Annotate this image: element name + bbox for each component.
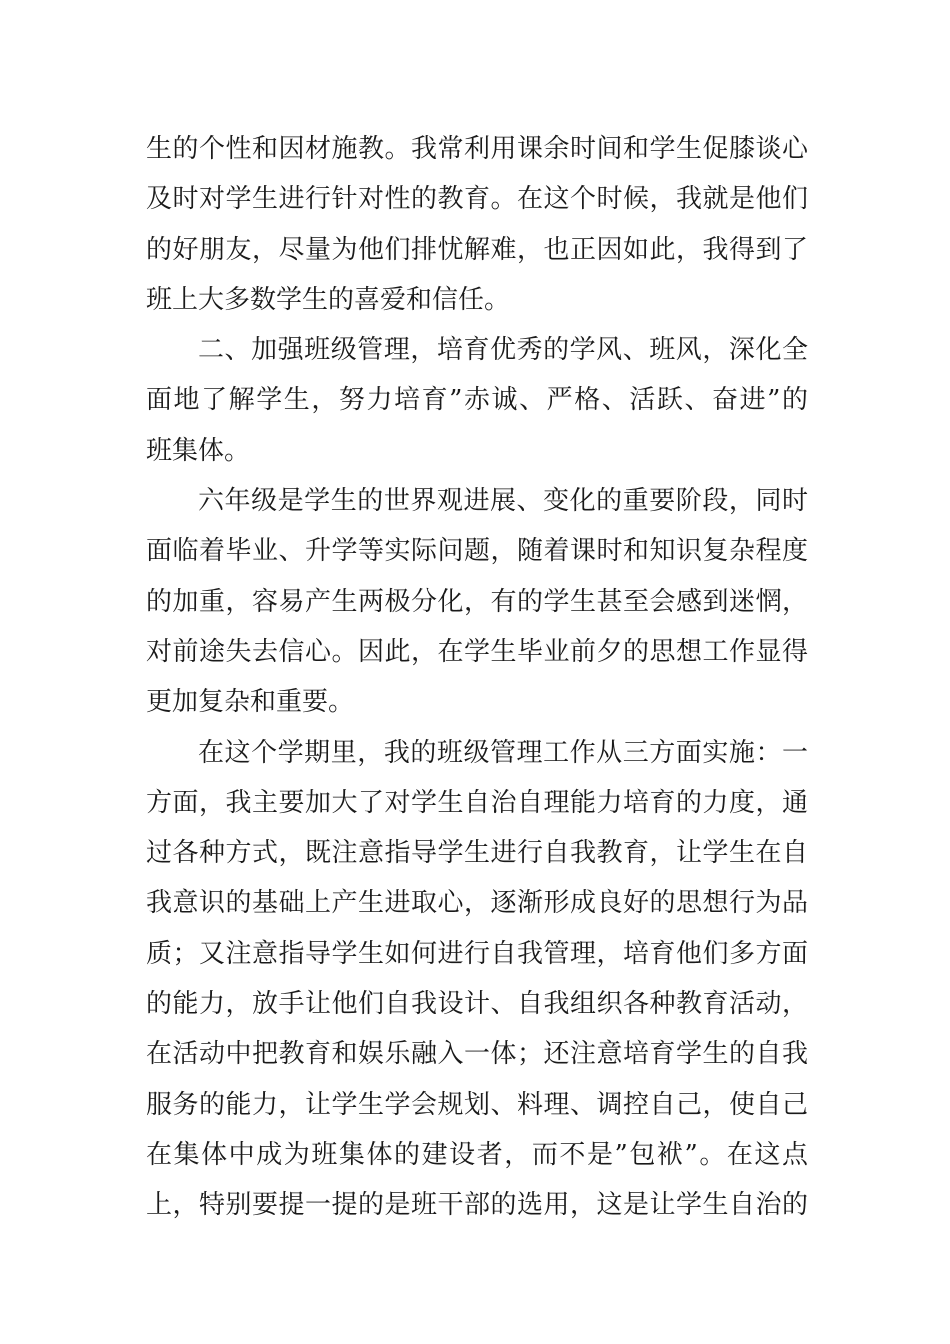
text-line: 在集体中成为班集体的建设者，而不是”包袱”。在这点 bbox=[146, 1139, 808, 1170]
text-line: 的好朋友，尽量为他们排忧解难，也正因如此，我得到了 bbox=[146, 234, 808, 265]
text-line: 及时对学生进行针对性的教育。在这个时候，我就是他们 bbox=[146, 184, 808, 215]
text-line: 的加重，容易产生两极分化，有的学生甚至会感到迷惘， bbox=[146, 586, 808, 617]
text-line: 二、加强班级管理，培育优秀的学风、班风，深化全 bbox=[198, 335, 808, 366]
paragraph-4 bbox=[146, 728, 808, 1231]
paragraph-1 bbox=[146, 124, 808, 325]
text-line: 在活动中把教育和娱乐融入一体；还注意培育学生的自我 bbox=[146, 1039, 808, 1070]
document-body bbox=[146, 124, 808, 1231]
text-line: 服务的能力，让学生学会规划、料理、调控自己，使自己 bbox=[146, 1089, 808, 1120]
paragraph-3 bbox=[146, 476, 808, 727]
paragraph-2 bbox=[146, 325, 808, 476]
text-line: 面临着毕业、升学等实际问题，随着课时和知识复杂程度 bbox=[146, 536, 808, 567]
text-line: 方面，我主要加大了对学生自治自理能力培育的力度，通 bbox=[146, 787, 808, 818]
text-line: 上，特别要提一提的是班干部的选用，这是让学生自治的 bbox=[146, 1190, 808, 1221]
text-line: 的能力，放手让他们自我设计、自我组织各种教育活动， bbox=[146, 989, 808, 1020]
text-line: 六年级是学生的世界观进展、变化的重要阶段，同时 bbox=[198, 486, 808, 517]
text-line: 面地了解学生，努力培育”赤诚、严格、活跃、奋进”的 bbox=[146, 385, 808, 416]
text-line: 我意识的基础上产生进取心，逐渐形成良好的思想行为品 bbox=[146, 888, 808, 919]
text-line: 生的个性和因材施教。我常利用课余时间和学生促膝谈心 bbox=[146, 134, 808, 164]
text-line: 对前途失去信心。因此，在学生毕业前夕的思想工作显得 bbox=[146, 636, 808, 667]
text-line: 过各种方式，既注意指导学生进行自我教育，让学生在自 bbox=[146, 838, 808, 869]
text-line: 更加复杂和重要。 bbox=[146, 687, 355, 718]
text-line: 班上大多数学生的喜爱和信任。 bbox=[146, 284, 511, 315]
text-line: 在这个学期里，我的班级管理工作从三方面实施：一 bbox=[198, 737, 808, 768]
text-line: 质；又注意指导学生如何进行自我管理，培育他们多方面 bbox=[146, 938, 808, 969]
text-line: 班集体。 bbox=[146, 435, 251, 466]
